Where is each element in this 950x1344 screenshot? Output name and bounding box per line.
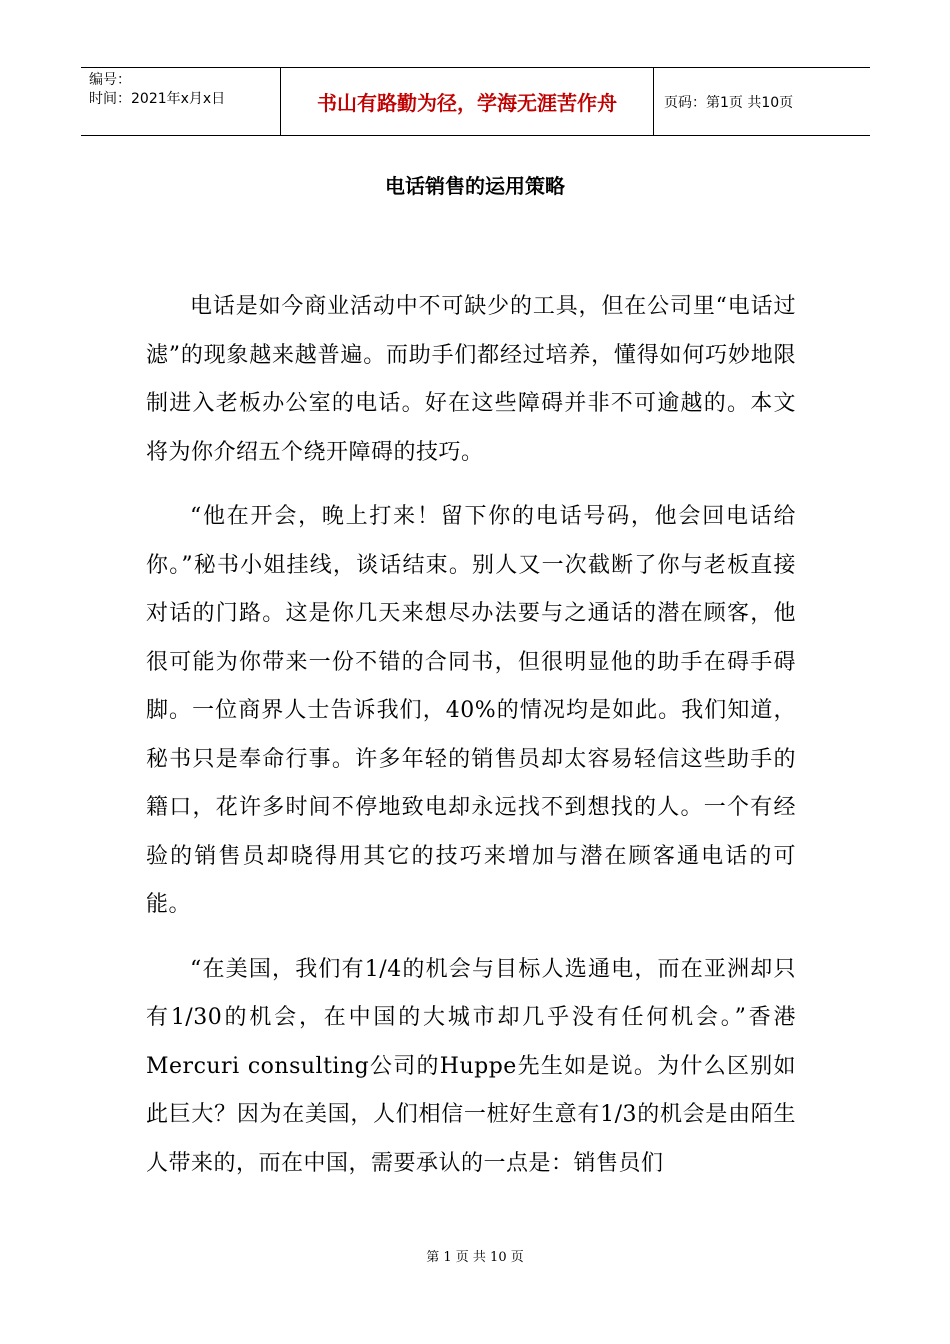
page-info-cell	[654, 68, 870, 135]
paragraph-1: 电话是如今商业活动中不可缺少的工具，但在公司里“电话过滤”的现象越来越普遍。而助手们都经过培养，懂得如何巧妙地限制进入老板办公室的电话。好在这些障碍并非不可逾越的。本文将为你介绍五个绕开障碍的技巧。	[146, 294, 796, 465]
motto-cell	[281, 68, 654, 135]
paragraph-2: “他在开会，晚上打来！留下你的电话号码，他会回电话给你。”秘书小姐挂线，谈话结束。别人又一次截断了你与老板直接对话的门路。这是你几天来想尽办法要与之通话的潜在顾客，他很可能为你带来一份不错的合同书，但很明显他的助手在碍手碍脚。一位商界人士告诉我们，40%的情况均是如此。我们知道，秘书只是奉命行事。许多年轻的销售员却太容易轻信这些助手的籍口，花许多时间不停地致电却永远找不到想找的人。一个有经验的销售员却晓得用其它的技巧来增加与潜在顾客通电话的可能。	[146, 504, 796, 917]
motto-text: 书山有路勤为径，学海无涯苦作舟	[317, 91, 617, 115]
document-body	[146, 283, 796, 1204]
header-meta-cell	[81, 68, 281, 135]
document-title: 电话销售的运用策略	[385, 174, 565, 198]
page-footer: 第 1 页 共 10 页	[426, 1250, 524, 1265]
time-label: 时间：2021年x月x日	[89, 91, 226, 107]
paragraph-3: “在美国，我们有1/4的机会与目标人选通电，而在亚洲却只有1/30的机会，在中国的大城市却几乎没有任何机会。”香港Mercuri consulting公司的Huppe先生如是说。为什么区别如此巨大？因为在美国，人们相信一桩好生意有1/3的机会是由陌生人带来的，而在中国，需要承认的一点是：销售员们	[146, 956, 796, 1176]
number-label: 编号：	[89, 72, 131, 88]
header-table	[81, 67, 870, 136]
page-info-text: 页码：第1页 共10页	[664, 94, 794, 111]
